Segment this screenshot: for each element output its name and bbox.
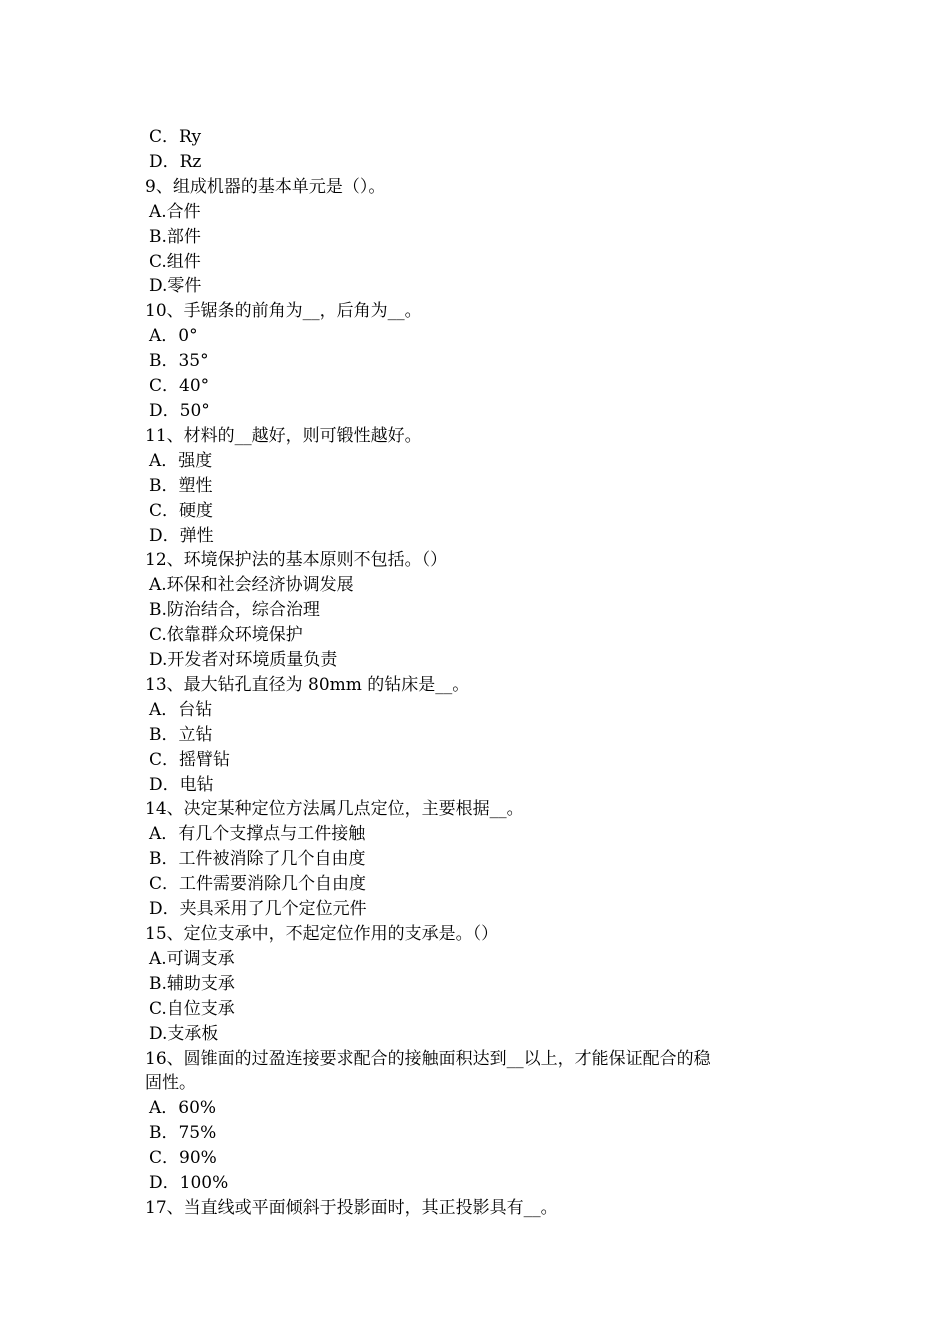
answer-option: B.防治结合，综合治理 [149, 600, 320, 621]
answer-option: C．40° [149, 376, 210, 397]
answer-option: A.环保和社会经济协调发展 [149, 575, 354, 596]
question-text: 15、定位支承中，不起定位作用的支承是。（） [145, 924, 499, 944]
answer-option: B.辅助支承 [149, 973, 235, 994]
answer-option: B．75% [149, 1123, 217, 1144]
question-text: 9、组成机器的基本单元是（）。 [145, 176, 386, 197]
question-text: 13、最大钻孔直径为 80mm 的钻床是__。 [145, 674, 470, 695]
question-text: 12、环境保护法的基本原则不包括。（） [145, 550, 448, 571]
answer-option: D．弹性 [149, 525, 214, 546]
question-text: 11、材料的__越好，则可锻性越好。 [145, 425, 422, 446]
answer-option: A．0° [149, 326, 198, 347]
answer-option: A.可调支承 [149, 948, 235, 969]
answer-option: D.开发者对环境质量负责 [149, 650, 338, 671]
answer-option: C.自位支承 [149, 998, 235, 1019]
answer-option: A．强度 [149, 450, 213, 471]
answer-option: D．100% [149, 1173, 229, 1194]
answer-option: B．工件被消除了几个自由度 [149, 849, 366, 870]
answer-option: D．夹具采用了几个定位元件 [149, 899, 367, 920]
question-text-continued: 固性。 [145, 1073, 196, 1094]
answer-option: A.合件 [149, 201, 201, 222]
answer-option: B．35° [149, 351, 209, 372]
answer-option: D．50° [149, 400, 210, 421]
answer-option: C．90% [149, 1148, 217, 1169]
question-text: 14、决定某种定位方法属几点定位，主要根据__。 [145, 799, 524, 820]
answer-option: C．摇臂钻 [149, 749, 231, 770]
answer-option: C．硬度 [149, 500, 214, 521]
answer-option: A．有几个支撑点与工件接触 [149, 824, 366, 845]
answer-option: C．工件需要消除几个自由度 [149, 874, 367, 895]
answer-option: A．60% [149, 1098, 217, 1119]
answer-option: B.部件 [149, 226, 201, 247]
question-text: 16、圆锥面的过盈连接要求配合的接触面积达到__以上，才能保证配合的稳 [145, 1048, 711, 1069]
answer-option: D.支承板 [149, 1023, 219, 1044]
exam-text-body [145, 125, 815, 1221]
answer-option: C．Ry [149, 127, 202, 147]
answer-option: B．立钻 [149, 724, 213, 745]
answer-option: A．台钻 [149, 699, 213, 720]
question-text: 10、手锯条的前角为__，后角为__。 [145, 301, 422, 322]
answer-option: D．Rz [149, 151, 202, 172]
question-text: 17、当直线或平面倾斜于投影面时，其正投影具有__。 [145, 1197, 558, 1218]
answer-option: C.组件 [149, 251, 201, 272]
answer-option: D.零件 [149, 276, 202, 297]
answer-option: C.依靠群众环境保护 [149, 625, 303, 646]
answer-option: B．塑性 [149, 475, 213, 496]
answer-option: D．电钻 [149, 774, 214, 795]
